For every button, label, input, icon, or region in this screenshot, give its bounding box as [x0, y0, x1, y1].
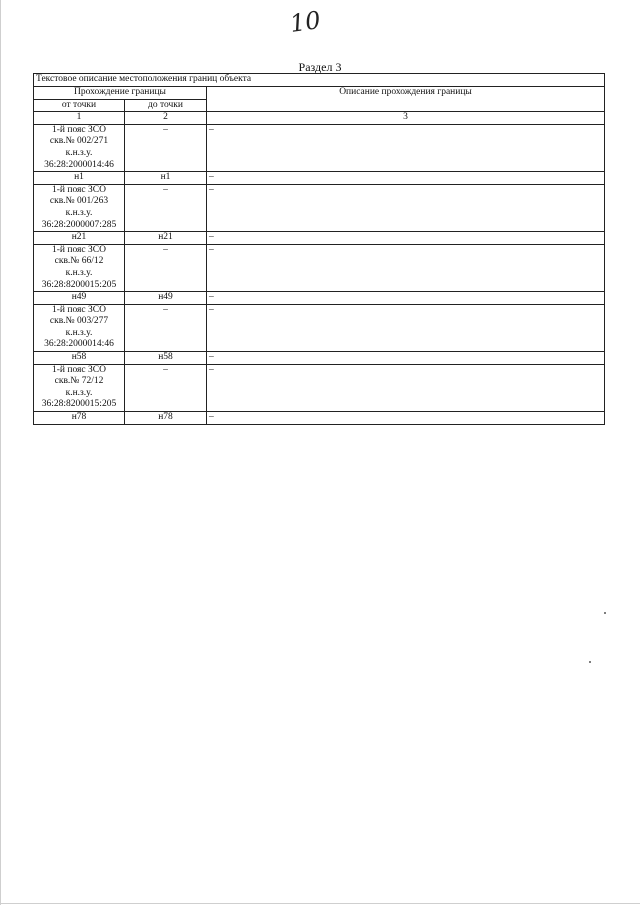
from-point-cell: [34, 412, 125, 425]
header-passage: Прохождение границы: [34, 87, 207, 100]
from-point-cell: [34, 232, 125, 245]
to-point-cell: н21: [125, 232, 207, 245]
scan-edge-line: [0, 903, 640, 904]
from-point-cell: [34, 364, 125, 411]
from-point-line: 36:28:2000007:285: [41, 219, 117, 230]
from-point-line: 1-й пояс ЗСО: [52, 364, 106, 375]
from-point-line: 1-й пояс ЗСО: [52, 244, 106, 255]
from-point-line: 1-й пояс ЗСО: [52, 124, 106, 135]
from-point-line: 36:28:8200015:205: [41, 399, 117, 410]
to-point-cell: –: [125, 304, 207, 351]
from-point-cell: [34, 292, 125, 305]
from-point-line: 36:28:8200015:205: [41, 279, 117, 290]
to-point-cell: –: [125, 364, 207, 411]
from-point-cell: [34, 304, 125, 351]
table-row: [34, 304, 605, 351]
from-point-line: скв.№ 002/271: [49, 136, 109, 147]
table-row: [34, 124, 605, 171]
from-point-line: к.н.з.у.: [65, 327, 93, 338]
scan-speck: [589, 661, 591, 663]
table-row: [34, 412, 605, 425]
from-point-cell: [34, 184, 125, 231]
table-row: [34, 232, 605, 245]
table-row: [34, 184, 605, 231]
from-point-line: скв.№ 66/12: [54, 256, 104, 267]
from-point-line: н58: [71, 352, 87, 363]
column-number-2: 2: [125, 112, 207, 125]
to-point-cell: –: [125, 244, 207, 291]
from-point-line: к.н.з.у.: [65, 147, 93, 158]
description-cell: –: [207, 244, 605, 291]
description-cell: –: [207, 352, 605, 365]
description-cell: –: [207, 172, 605, 185]
from-point-line: скв.№ 72/12: [54, 376, 104, 387]
from-point-line: скв.№ 003/277: [49, 316, 109, 327]
description-cell: –: [207, 292, 605, 305]
table-row: [34, 364, 605, 411]
from-point-line: к.н.з.у.: [65, 387, 93, 398]
scan-speck: [604, 612, 606, 614]
table-caption: Текстовое описание местоположения границ объекта: [34, 74, 605, 87]
from-point-line: к.н.з.у.: [65, 267, 93, 278]
from-point-line: 1-й пояс ЗСО: [52, 304, 106, 315]
table-row: [34, 352, 605, 365]
from-point-line: к.н.з.у.: [65, 207, 93, 218]
description-cell: –: [207, 184, 605, 231]
table-row: [34, 172, 605, 185]
column-number-1: 1: [34, 112, 125, 125]
from-point-line: 1-й пояс ЗСО: [52, 184, 106, 195]
from-point-line: н49: [71, 292, 87, 303]
header-from-point: от точки: [34, 99, 125, 112]
description-cell: –: [207, 124, 605, 171]
from-point-cell: [34, 244, 125, 291]
description-cell: –: [207, 232, 605, 245]
from-point-cell: [34, 124, 125, 171]
section-title: Раздел 3: [298, 60, 342, 74]
page-number: 10: [288, 6, 323, 38]
to-point-cell: н58: [125, 352, 207, 365]
from-point-line: н78: [71, 412, 87, 423]
from-point-cell: [34, 352, 125, 365]
header-description: Описание прохождения границы: [207, 87, 605, 112]
to-point-cell: –: [125, 184, 207, 231]
to-point-cell: н1: [125, 172, 207, 185]
description-cell: –: [207, 364, 605, 411]
table-row: [34, 292, 605, 305]
scan-edge-line: [0, 0, 1, 905]
from-point-cell: [34, 172, 125, 185]
to-point-cell: –: [125, 124, 207, 171]
description-cell: –: [207, 304, 605, 351]
description-cell: –: [207, 412, 605, 425]
from-point-line: скв.№ 001/263: [49, 196, 109, 207]
boundary-description-table: [33, 73, 605, 425]
table-row: [34, 244, 605, 291]
from-point-line: 36:28:2000014:46: [44, 159, 114, 170]
from-point-line: 36:28:2000014:46: [44, 339, 114, 350]
from-point-line: н21: [71, 232, 87, 243]
to-point-cell: н49: [125, 292, 207, 305]
column-number-3: 3: [207, 112, 605, 125]
header-to-point: до точки: [125, 99, 207, 112]
from-point-line: н1: [74, 172, 84, 183]
to-point-cell: н78: [125, 412, 207, 425]
